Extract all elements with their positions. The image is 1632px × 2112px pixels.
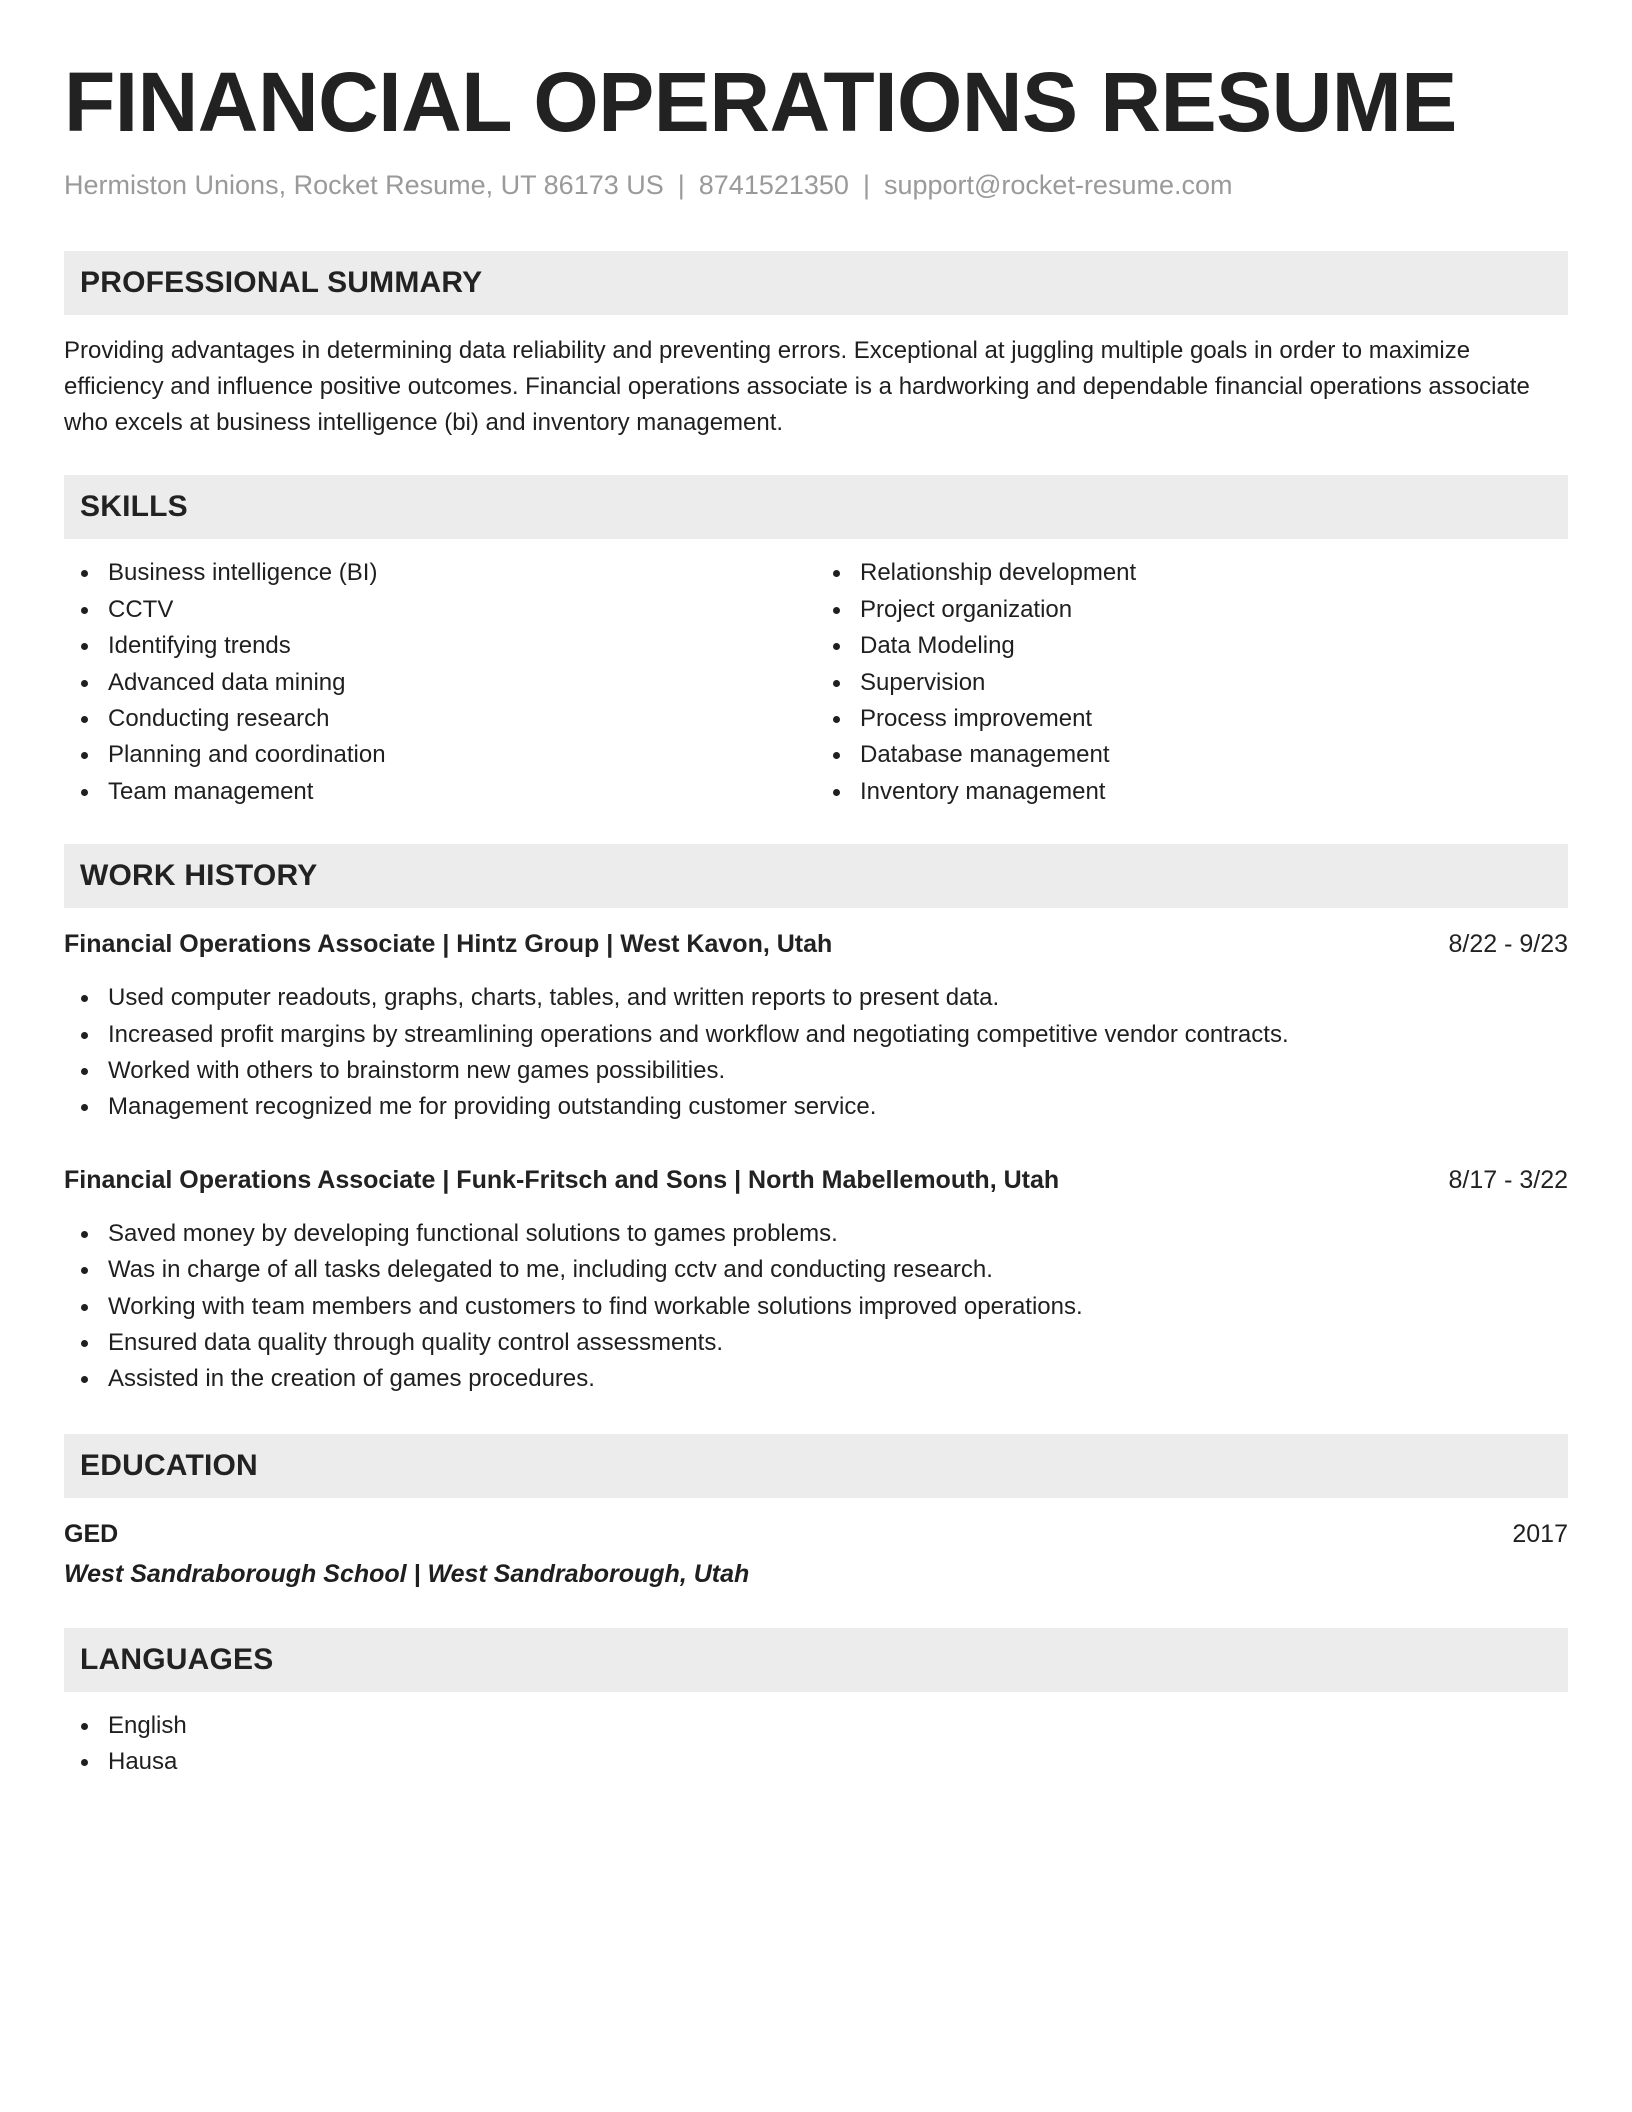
skill-item: CCTV (64, 592, 816, 628)
language-item: English (64, 1708, 1568, 1744)
job-bullet: Assisted in the creation of games procedures. (64, 1361, 1568, 1397)
skill-item: Business intelligence (BI) (64, 555, 816, 591)
job-dates: 8/22 - 9/23 (1448, 930, 1568, 959)
skills-list-right (816, 555, 1568, 810)
skill-item: Advanced data mining (64, 665, 816, 701)
languages-list (64, 1708, 1568, 1781)
job-entry (64, 926, 1568, 1126)
skill-item: Inventory management (816, 774, 1568, 810)
skill-item: Team management (64, 774, 816, 810)
job-header (64, 926, 1568, 962)
skill-item: Project organization (816, 592, 1568, 628)
skill-item: Identifying trends (64, 628, 816, 664)
job-bullet: Was in charge of all tasks delegated to me, including cctv and conducting research. (64, 1252, 1568, 1288)
job-bullet: Ensured data quality through quality control assessments. (64, 1325, 1568, 1361)
job-header (64, 1162, 1568, 1198)
job-bullet: Worked with others to brainstorm new games possibilities. (64, 1053, 1568, 1089)
skill-item: Relationship development (816, 555, 1568, 591)
contact-address: Hermiston Unions, Rocket Resume, UT 86173 US (64, 170, 664, 201)
contact-email: support@rocket-resume.com (883, 170, 1233, 201)
contact-line (64, 170, 1568, 201)
job-bullet: Working with team members and customers to find workable solutions improved operations. (64, 1289, 1568, 1325)
education-school: West Sandraborough School | West Sandraborough, Utah (64, 1559, 750, 1588)
skill-item: Process improvement (816, 701, 1568, 737)
resume-title: FINANCIAL OPERATIONS RESUME (64, 55, 1457, 149)
contact-phone: 8741521350 (698, 170, 849, 201)
skills-column-right (816, 555, 1568, 810)
contact-separator: | (677, 170, 685, 201)
job-dates: 8/17 - 3/22 (1448, 1165, 1568, 1194)
section-header-work-history: WORK HISTORY (64, 844, 1568, 908)
skill-item: Conducting research (64, 701, 816, 737)
job-title: Financial Operations Associate | Hintz Group | West Kavon, Utah (64, 930, 833, 959)
job-title: Financial Operations Associate | Funk-Fritsch and Sons | North Mabellemouth, Utah (64, 1165, 1060, 1194)
contact-separator: | (862, 170, 870, 201)
section-header-education: EDUCATION (64, 1434, 1568, 1498)
job-bullets (64, 1216, 1568, 1398)
skill-item: Database management (816, 737, 1568, 773)
skill-item: Planning and coordination (64, 737, 816, 773)
section-header-languages: LANGUAGES (64, 1628, 1568, 1692)
skills-column-left (64, 555, 816, 810)
skills-list-left (64, 555, 816, 810)
education-degree: GED (64, 1519, 119, 1548)
job-bullet: Increased profit margins by streamlining operations and workflow and negotiating competitive vendor contracts. (64, 1017, 1568, 1053)
education-year: 2017 (1512, 1519, 1568, 1548)
education-entry (64, 1516, 1568, 1592)
job-entry (64, 1162, 1568, 1398)
job-bullet: Management recognized me for providing outstanding customer service. (64, 1089, 1568, 1125)
skills-grid (64, 555, 1568, 810)
skill-item: Supervision (816, 665, 1568, 701)
job-bullet: Saved money by developing functional solutions to games problems. (64, 1216, 1568, 1252)
job-bullet: Used computer readouts, graphs, charts, tables, and written reports to present data. (64, 980, 1568, 1016)
language-item: Hausa (64, 1744, 1568, 1780)
section-header-skills: SKILLS (64, 475, 1568, 539)
section-header-summary: PROFESSIONAL SUMMARY (64, 251, 1568, 315)
skill-item: Data Modeling (816, 628, 1568, 664)
education-header (64, 1516, 1568, 1552)
summary-text: Providing advantages in determining data reliability and preventing errors. Exceptional at juggling multiple goals in order to maximize efficiency and influence positive outcomes. Financial operations associate is a hardworking and dependable financial operations associate who excels at business intelligence (bi) and inventory management. (64, 337, 1530, 437)
job-bullets (64, 980, 1568, 1126)
